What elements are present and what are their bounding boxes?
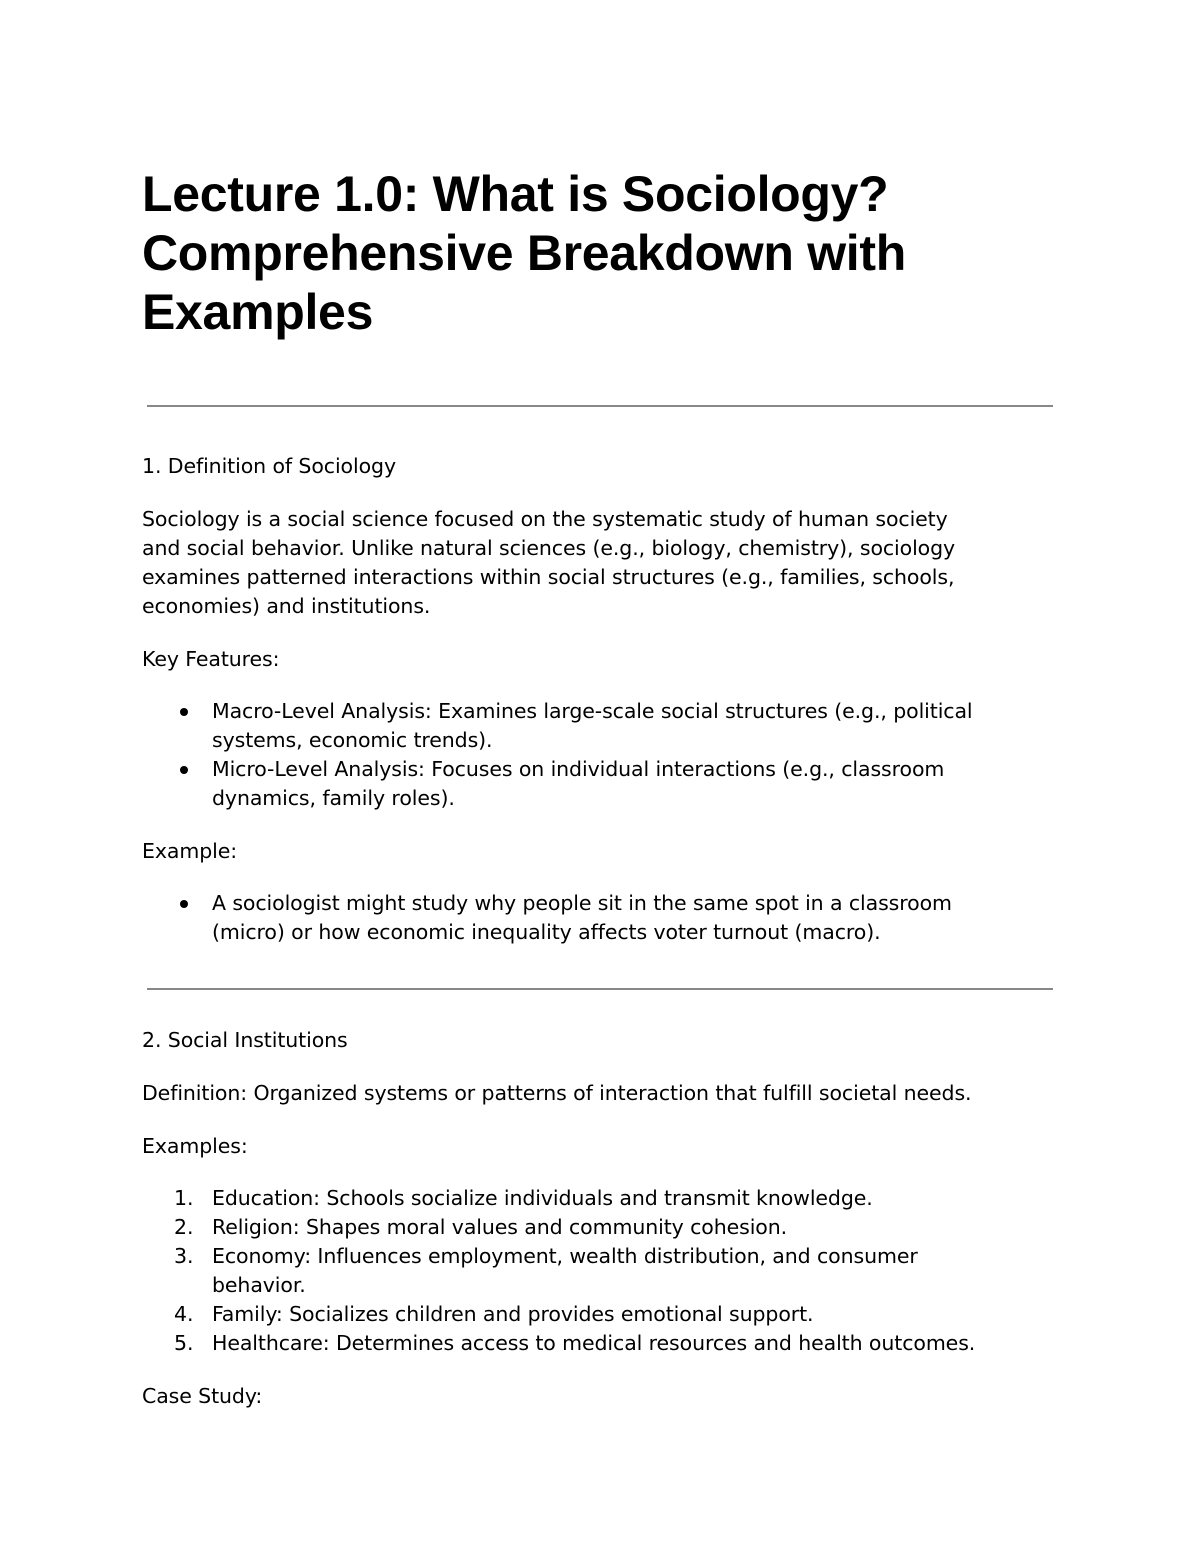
institution-list-item	[212, 1242, 1072, 1300]
institution-line: Healthcare: Determines access to medical resources and health outcomes.	[212, 1331, 976, 1355]
institutions-definition: Definition: Organized systems or patterns of interaction that fulfill societal needs.	[142, 1081, 972, 1105]
feature-line: Micro-Level Analysis: Focuses on individual interactions (e.g., classroom	[212, 757, 945, 781]
institution-list-item	[212, 1329, 1072, 1358]
example-line: A sociologist might study why people sit in the same spot in a classroom	[212, 891, 952, 915]
list-number: 5.	[174, 1331, 194, 1355]
feature-line: systems, economic trends).	[212, 728, 493, 752]
example-list-item	[212, 889, 1072, 947]
bullet-icon	[180, 708, 188, 716]
example-line: (micro) or how economic inequality affects voter turnout (macro).	[212, 920, 881, 944]
list-number: 1.	[174, 1186, 194, 1210]
definition-paragraph-line: economies) and institutions.	[142, 594, 431, 618]
bullet-icon	[180, 766, 188, 774]
section-heading-definition: 1. Definition of Sociology	[142, 454, 396, 478]
institution-line: Religion: Shapes moral values and community cohesion.	[212, 1215, 788, 1239]
section-heading-institutions: 2. Social Institutions	[142, 1028, 348, 1052]
document-title: Lecture 1.0: What is Sociology? Comprehensive Breakdown with Examples	[142, 166, 906, 340]
institution-list-item	[212, 1184, 1072, 1213]
feature-line: Macro-Level Analysis: Examines large-scale social structures (e.g., political	[212, 699, 973, 723]
institution-line: behavior.	[212, 1273, 306, 1297]
examples-label: Examples:	[142, 1134, 248, 1158]
institution-line: Family: Socializes children and provides emotional support.	[212, 1302, 814, 1326]
bullet-icon	[180, 900, 188, 908]
feature-line: dynamics, family roles).	[212, 786, 455, 810]
section-divider	[147, 405, 1053, 407]
institution-line: Education: Schools socialize individuals and transmit knowledge.	[212, 1186, 873, 1210]
list-number: 4.	[174, 1302, 194, 1326]
definition-paragraph-line: and social behavior. Unlike natural sciences (e.g., biology, chemistry), sociology	[142, 536, 956, 560]
institution-list-item	[212, 1300, 1072, 1329]
feature-list-item	[212, 697, 1072, 755]
institution-line: Economy: Influences employment, wealth distribution, and consumer	[212, 1244, 918, 1268]
feature-list-item	[212, 755, 1072, 813]
definition-paragraph-line: Sociology is a social science focused on the systematic study of human society	[142, 507, 948, 531]
list-number: 2.	[174, 1215, 194, 1239]
example-label: Example:	[142, 839, 238, 863]
section-divider	[147, 988, 1053, 990]
list-number: 3.	[174, 1244, 194, 1268]
definition-paragraph-line: examines patterned interactions within social structures (e.g., families, schools,	[142, 565, 955, 589]
case-study-label: Case Study:	[142, 1384, 263, 1408]
institution-list-item	[212, 1213, 1072, 1242]
key-features-label: Key Features:	[142, 647, 280, 671]
